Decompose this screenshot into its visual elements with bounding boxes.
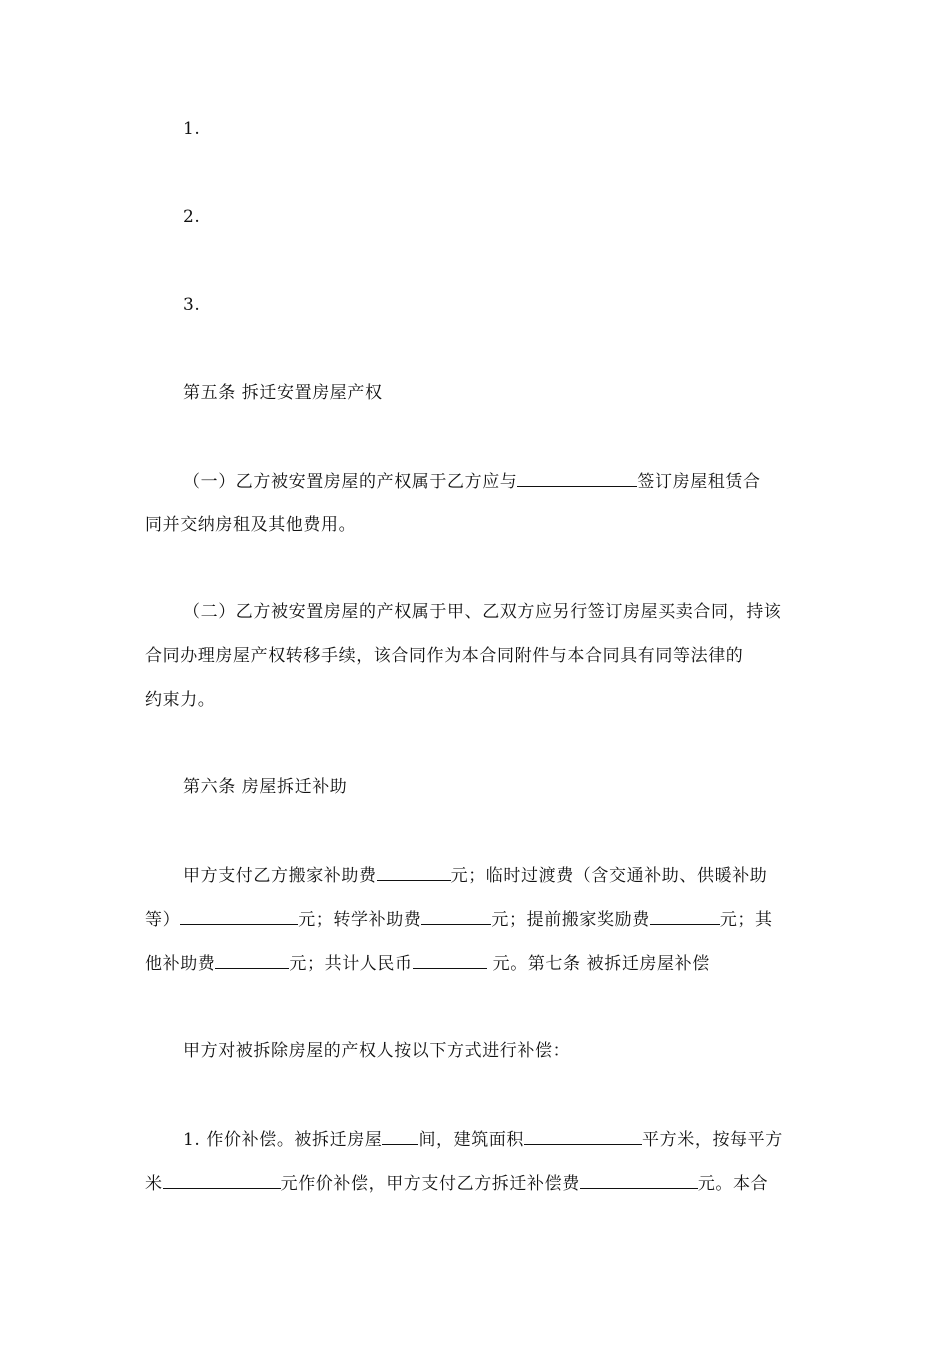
text-segment: 甲方支付乙方搬家补助费 — [183, 866, 377, 886]
article-5-clause-2-line-3: 约束力。 — [145, 690, 216, 710]
article-7-intro: 甲方对被拆除房屋的产权人按以下方式进行补偿： — [183, 1041, 571, 1061]
text-segment: 元。第七条 被拆迁房屋补偿 — [486, 954, 710, 974]
list-number-3: 3. — [183, 295, 201, 315]
text-segment: 元；共计人民币 — [289, 954, 413, 974]
blank-moving-allowance — [377, 864, 451, 881]
text-segment: 元；其 — [719, 910, 773, 930]
blank-floor-area — [524, 1128, 642, 1145]
text-segment: 签订房屋租赁合 — [637, 472, 761, 492]
text-segment: 他补助费 — [145, 954, 216, 974]
text-segment: 间，建筑面积 — [418, 1130, 525, 1150]
article-6-title: 第六条 房屋拆迁补助 — [183, 777, 348, 797]
blank-transition-fee — [180, 908, 298, 925]
article-7-line-2 — [145, 1172, 810, 1195]
text-segment: 元；转学补助费 — [298, 910, 422, 930]
text-segment: 1. 作价补偿。被拆迁房屋 — [183, 1130, 383, 1150]
blank-room-count — [382, 1128, 418, 1145]
blank-other-allowance — [215, 952, 289, 969]
text-segment: 米 — [145, 1174, 163, 1194]
blank-compensation-amount — [580, 1172, 698, 1189]
article-6-line-2 — [145, 908, 810, 931]
blank-school-transfer — [421, 908, 491, 925]
list-number-2: 2. — [183, 207, 201, 227]
blank-lessor — [517, 470, 637, 487]
article-5-clause-1-line-2: 同并交纳房租及其他费用。 — [145, 515, 357, 535]
text-segment: （一）乙方被安置房屋的产权属于乙方应与 — [183, 472, 518, 492]
text-segment: 元。本合 — [697, 1174, 769, 1194]
article-5-clause-1-line-1 — [183, 470, 848, 493]
text-segment: 元；提前搬家奖励费 — [491, 910, 650, 930]
article-6-line-1 — [183, 864, 848, 887]
text-segment: 元；临时过渡费（含交通补助、供暖补助 — [450, 866, 768, 886]
blank-total — [413, 952, 487, 969]
text-segment: 平方米，按每平方 — [642, 1130, 783, 1150]
blank-price-per-sqm — [163, 1172, 281, 1189]
blank-early-move-bonus — [650, 908, 720, 925]
article-5-clause-2-line-1: （二）乙方被安置房屋的产权属于甲、乙双方应另行签订房屋买卖合同，持该 — [183, 602, 782, 622]
text-segment: 元作价补偿，甲方支付乙方拆迁补偿费 — [280, 1174, 580, 1194]
article-7-line-1 — [183, 1128, 848, 1151]
list-number-1: 1. — [183, 119, 201, 139]
article-6-line-3 — [145, 952, 810, 975]
article-5-title: 第五条 拆迁安置房屋产权 — [183, 383, 383, 403]
article-5-clause-2-line-2: 合同办理房屋产权转移手续，该合同作为本合同附件与本合同具有同等法律的 — [145, 646, 744, 666]
text-segment: 等） — [145, 910, 181, 930]
